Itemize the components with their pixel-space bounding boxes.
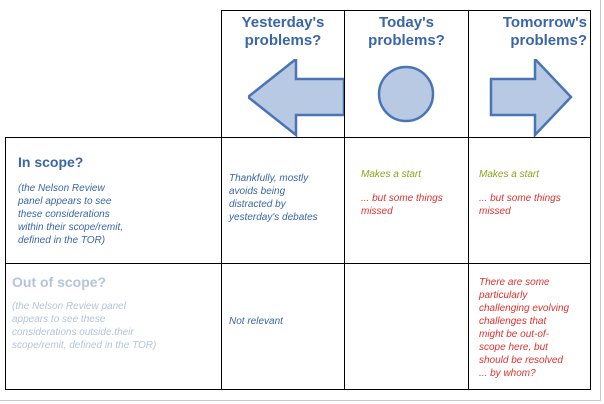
out-of-scope-tomorrow-line: should be resolved [479,355,563,366]
row-out-of-scope-note [12,300,156,352]
row-out-of-scope-label: Out of scope? [12,274,107,290]
header-tomorrow-cell [468,10,591,138]
in-scope-tomorrow-start: Makes a start [479,169,540,180]
header-yesterday-title [222,14,344,50]
in-scope-yesterday-line: distracted by [229,199,286,210]
out-of-scope-tomorrow-line: challenges that [479,316,547,327]
header-tomorrow-title [469,14,587,50]
out-of-scope-tomorrow-line: scope here, but [479,342,548,353]
in-scope-yesterday-line: avoids being [229,186,286,197]
row-in-scope-note [18,182,123,247]
row-in-scope-note-line: panel appears to see [18,196,112,207]
in-scope-tomorrow-missed-line: missed [479,206,511,217]
header-today-cell [344,10,469,138]
in-scope-yesterday-line: Thankfully, mostly [229,173,309,184]
in-scope-tomorrow-missed [479,192,561,218]
header-yesterday-line1: Yesterday's [241,14,325,31]
in-scope-yesterday-line: yesterday's debates [229,212,318,223]
out-of-scope-today-cell [344,263,469,390]
circle-icon [376,64,436,124]
out-of-scope-yesterday-cell [221,263,345,390]
row-in-scope-note-line: within their scope/remit, [18,222,124,233]
in-scope-today-start: Makes a start [361,169,422,180]
row-out-of-scope-note-line: appears to see these [12,314,106,325]
row-in-scope-note-line: (the Nelson Review [18,183,105,194]
out-of-scope-tomorrow-line: particularly [479,290,528,301]
row-out-of-scope-note-line: (the Nelson Review panel [12,301,126,312]
row-out-of-scope-note-line: considerations outside.their [12,327,134,338]
header-today-line2: problems? [368,32,445,49]
row-out-of-scope-note-line: scope/remit, defined in the TOR) [12,340,157,351]
right-arrow-icon [489,59,579,137]
out-of-scope-tomorrow-text [479,276,569,380]
out-of-scope-yesterday-text: Not relevant [229,316,283,327]
in-scope-today-cell [344,137,469,264]
row-in-scope-label-cell [5,137,222,264]
row-in-scope-note-line: these considerations [18,209,110,220]
in-scope-yesterday-cell [221,137,345,264]
out-of-scope-tomorrow-cell [468,263,591,390]
header-yesterday-cell [221,10,345,138]
header-today-line1: Today's [379,14,434,31]
in-scope-today-missed-line: missed [361,206,393,217]
row-out-of-scope-label-cell [5,263,222,390]
header-today-title [345,14,468,50]
row-in-scope-label: In scope? [18,154,84,170]
in-scope-tomorrow-missed-line: ... but some things [479,193,561,204]
out-of-scope-tomorrow-line: challenging evolving [479,303,570,314]
out-of-scope-tomorrow-line: There are some [479,277,550,288]
out-of-scope-tomorrow-line: ... by whom? [479,368,536,379]
header-yesterday-line2: problems? [244,32,322,49]
in-scope-today-missed [361,192,443,218]
in-scope-tomorrow-cell [468,137,591,264]
header-tomorrow-line1: Tomorrow's [502,14,587,31]
row-in-scope-note-line: defined in the TOR) [18,235,106,246]
in-scope-yesterday-text [229,172,318,224]
header-tomorrow-line2: problems? [510,32,587,49]
out-of-scope-tomorrow-line: might be out-of- [479,329,550,340]
in-scope-today-missed-line: ... but some things [361,193,443,204]
